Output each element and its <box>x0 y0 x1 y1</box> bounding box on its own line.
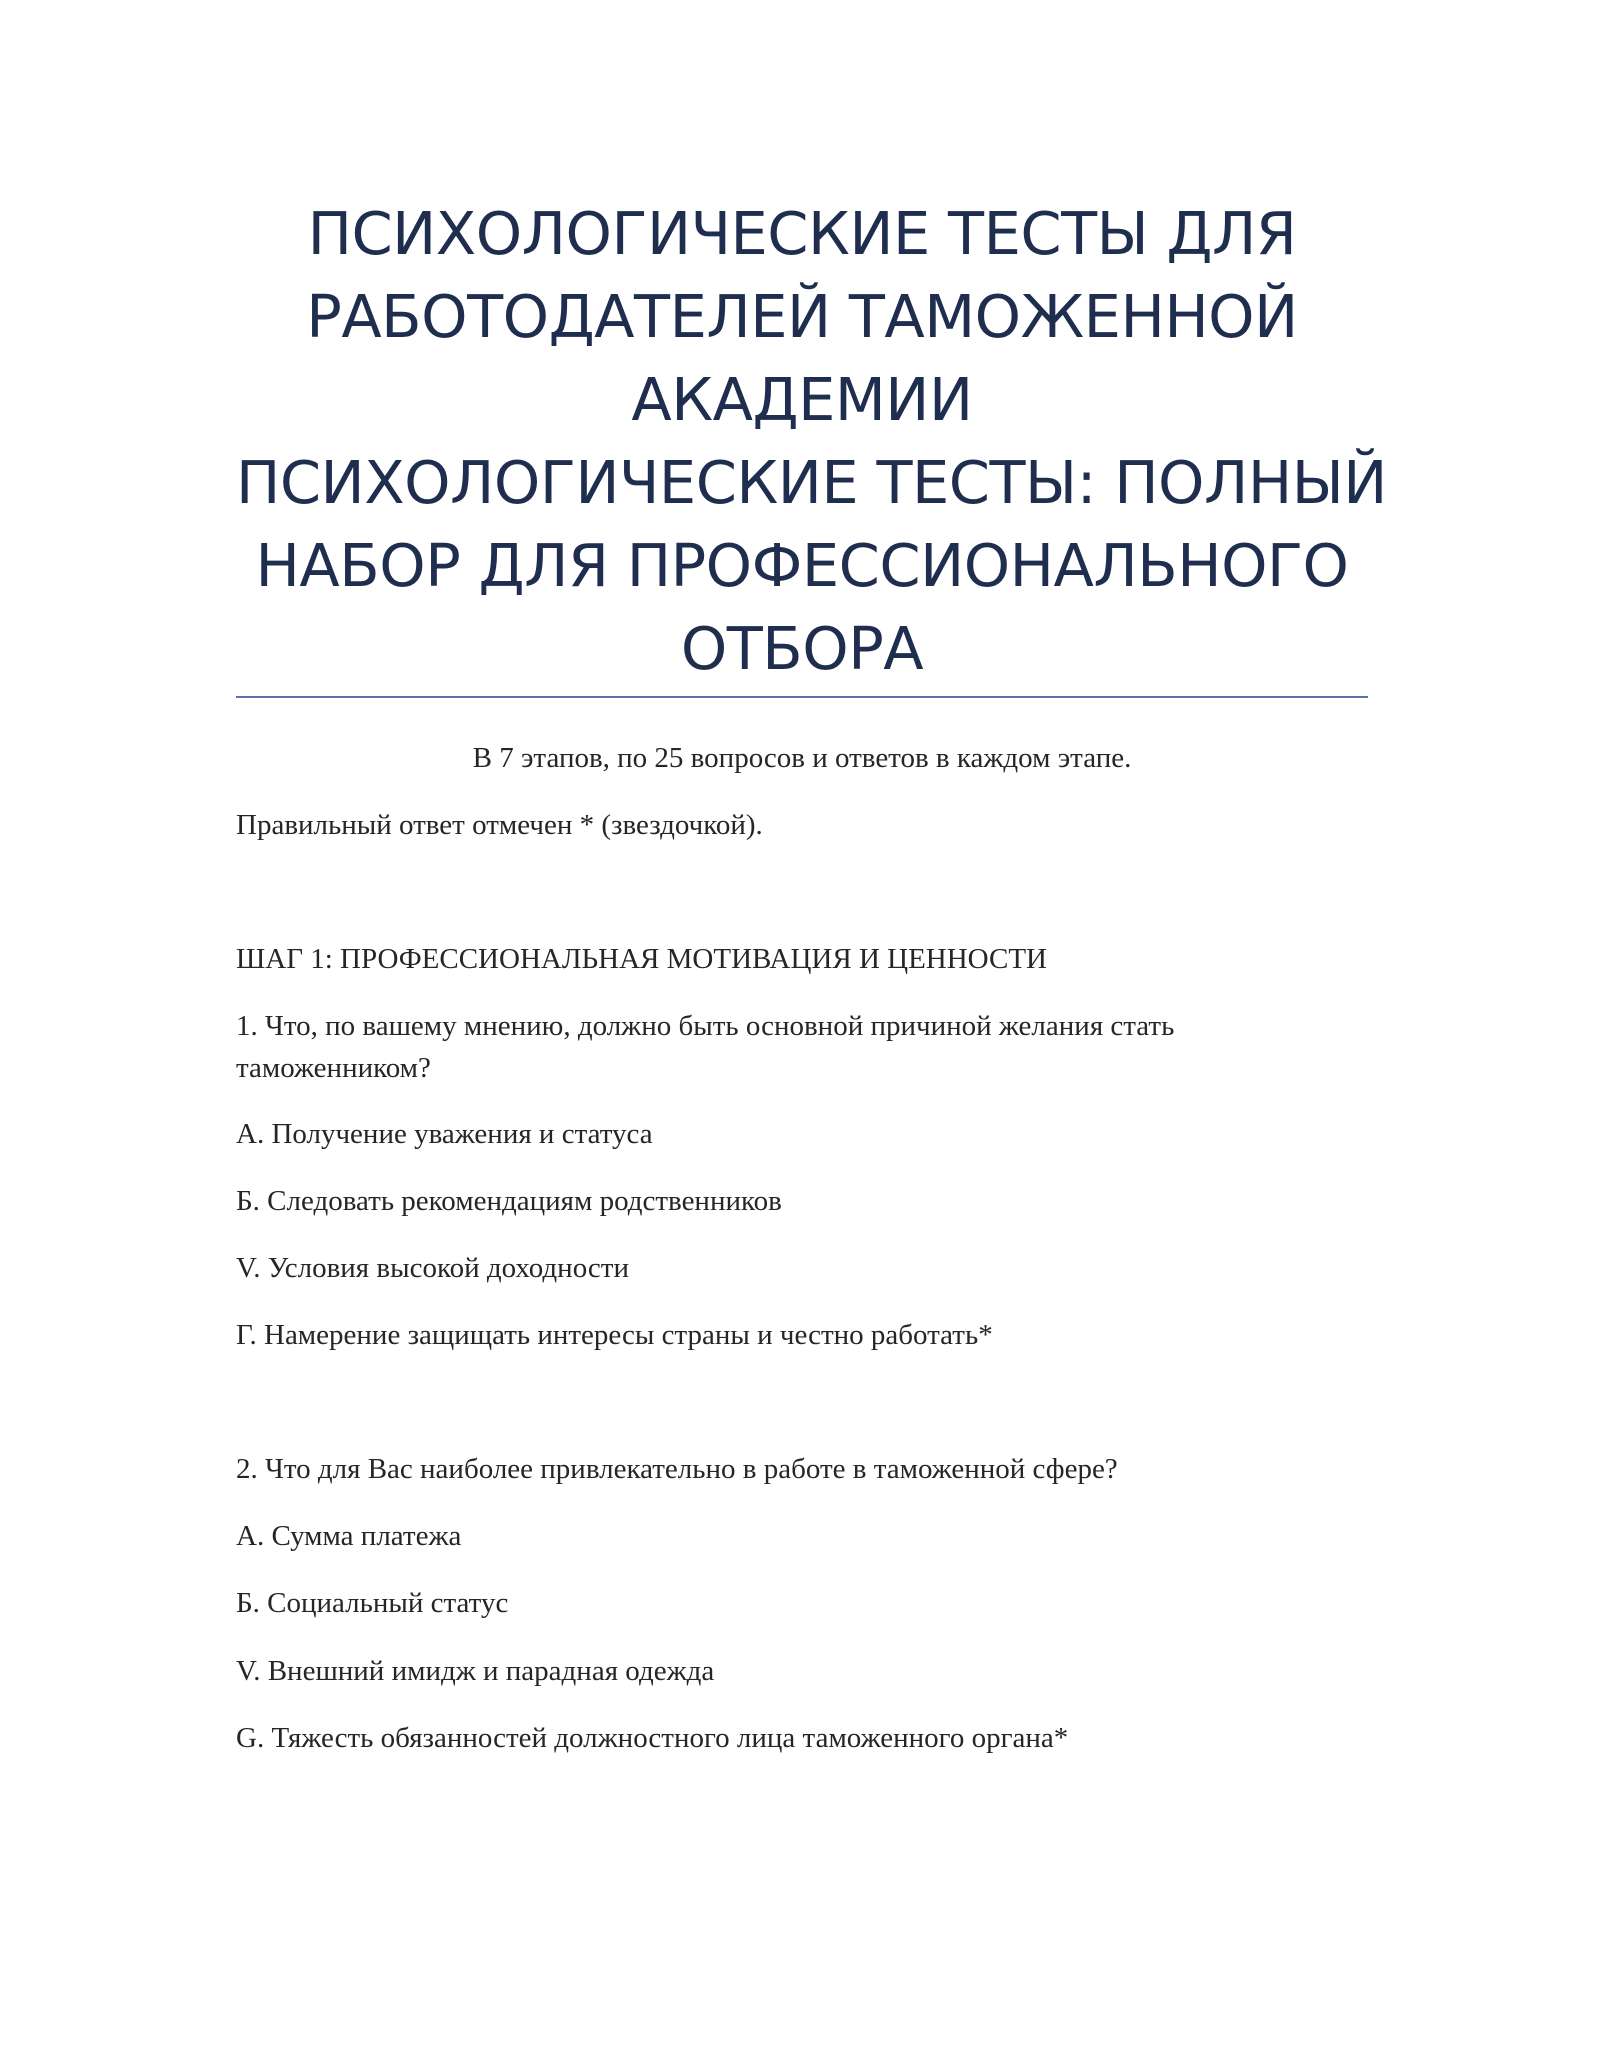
note-paragraph: Правильный ответ отмечен * (звездочкой). <box>236 809 763 841</box>
answer-option: Б. Следовать рекомендациям родственников <box>236 1185 782 1217</box>
question-1: 1. Что, по вашему мнению, должно быть основной причиной желания стать таможенником? <box>236 1010 1175 1084</box>
answer-option: А. Сумма платежа <box>236 1520 462 1552</box>
title-divider <box>236 696 1368 698</box>
title-line: ОТБОРА <box>680 614 924 683</box>
title-line: РАБОТОДАТЕЛЕЙ ТАМОЖЕННОЙ <box>306 282 1298 351</box>
step-heading: ШАГ 1: ПРОФЕССИОНАЛЬНАЯ МОТИВАЦИЯ И ЦЕННОСТИ <box>236 943 1047 975</box>
title-line: АКАДЕМИИ <box>631 365 973 434</box>
title-line: ПСИХОЛОГИЧЕСКИЕ ТЕСТЫ: ПОЛНЫЙ <box>236 448 1387 517</box>
answer-option: Б. Социальный статус <box>236 1587 509 1619</box>
answer-option-correct: Г. Намерение защищать интересы страны и честно работать* <box>236 1319 993 1351</box>
answer-option: А. Получение уважения и статуса <box>236 1118 653 1150</box>
document-title <box>236 192 1387 690</box>
answer-option-correct: G. Тяжесть обязанностей должностного лица таможенного органа* <box>236 1722 1069 1754</box>
title-line: ПСИХОЛОГИЧЕСКИЕ ТЕСТЫ ДЛЯ <box>307 199 1297 268</box>
answer-option: V. Внешний имидж и парадная одежда <box>236 1655 715 1687</box>
intro-paragraph: В 7 этапов, по 25 вопросов и ответов в каждом этапе. <box>472 742 1132 774</box>
title-line: НАБОР ДЛЯ ПРОФЕССИОНАЛЬНОГО <box>255 531 1349 600</box>
answer-option: V. Условия высокой доходности <box>236 1252 629 1284</box>
question-2: 2. Что для Вас наиболее привлекательно в работе в таможенной сфере? <box>236 1453 1118 1485</box>
